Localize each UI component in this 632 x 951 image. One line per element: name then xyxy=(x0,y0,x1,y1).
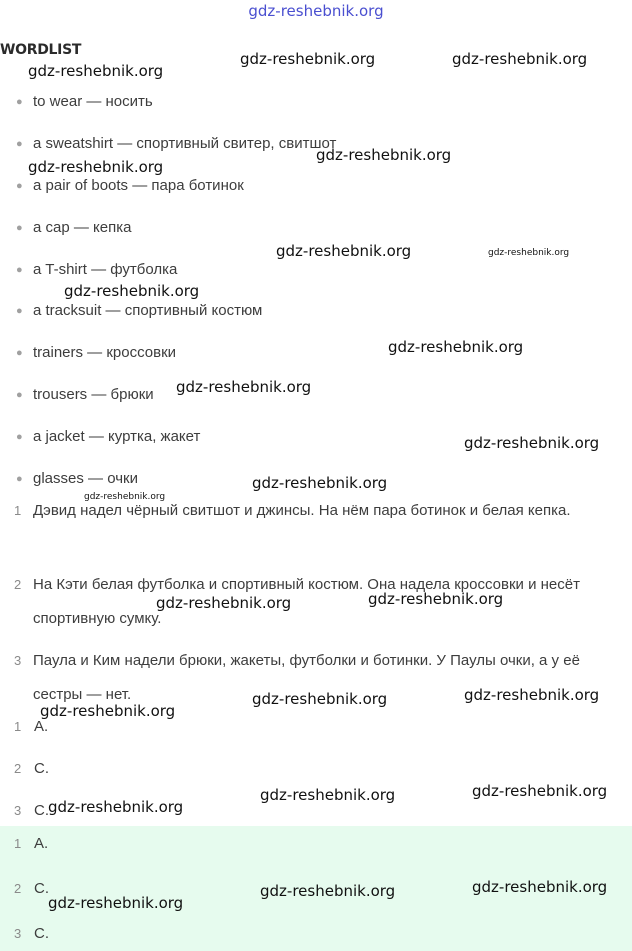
sentence-text: Дэвид надел чёрный свитшот и джинсы. На нём пара ботинок и белая кепка. xyxy=(33,502,571,519)
answer-item: 3 C. xyxy=(14,802,49,819)
watermark: gdz-reshebnik.org xyxy=(240,50,376,68)
wordlist-item: ● a sweatshirt — спортивный свитер, свитшот xyxy=(16,135,337,152)
sentence-number: 3 xyxy=(14,653,22,668)
highlighted-answer-item: 3 C. xyxy=(14,925,49,942)
bullet-icon: ● xyxy=(16,305,23,317)
wordlist-item: ● a pair of boots — пара ботинок xyxy=(16,177,244,194)
watermark: gdz-reshebnik.org xyxy=(176,378,312,396)
wordlist-item: ● a cap — кепка xyxy=(16,219,132,236)
sentence-number: 2 xyxy=(14,577,22,592)
sentence-text: Паула и Ким надели брюки, жакеты, футболки и ботинки. У Паулы очки, а у её сестры — нет. xyxy=(33,652,580,703)
wordlist-item: ● a jacket — куртка, жакет xyxy=(16,428,201,445)
bullet-icon: ● xyxy=(16,473,23,485)
wordlist-item: ● glasses — очки xyxy=(16,470,138,487)
answer-item: 2 C. xyxy=(14,760,49,777)
watermark: gdz-reshebnik.org xyxy=(48,894,184,912)
wordlist-item: ● to wear — носить xyxy=(16,93,153,110)
watermark: gdz-reshebnik.org xyxy=(464,686,600,704)
bullet-icon: ● xyxy=(16,431,23,443)
bullet-icon: ● xyxy=(16,180,23,192)
watermark: gdz-reshebnik.org xyxy=(260,786,396,804)
highlighted-answer-item: 1 A. xyxy=(14,835,49,852)
wordlist-item: ● a tracksuit — спортивный костюм xyxy=(16,302,263,319)
watermark: gdz-reshebnik.org xyxy=(48,798,184,816)
sentence-text: На Кэти белая футболка и спортивный костюм. Она надела кроссовки и несёт спортивную сумку. xyxy=(33,576,580,627)
watermark: gdz-reshebnik.org xyxy=(464,434,600,452)
watermark: gdz-reshebnik.org xyxy=(252,690,388,708)
watermark: gdz-reshebnik.org xyxy=(156,594,292,612)
watermark: gdz-reshebnik.org xyxy=(452,50,588,68)
watermark: gdz-reshebnik.org xyxy=(276,242,412,260)
watermark: gdz-reshebnik.org xyxy=(260,882,396,900)
watermark: gdz-reshebnik.org xyxy=(472,878,608,896)
wordlist-item: ● trousers — брюки xyxy=(16,386,154,403)
bullet-icon: ● xyxy=(16,138,23,150)
sentence-number: 1 xyxy=(14,503,22,518)
watermark: gdz-reshebnik.org xyxy=(28,158,164,176)
bullet-icon: ● xyxy=(16,347,23,359)
bullet-icon: ● xyxy=(16,96,23,108)
wordlist-item: ● a T-shirt — футболка xyxy=(16,261,178,278)
highlighted-answer-item: 2 C. xyxy=(14,880,49,897)
wordlist-title: WORDLIST xyxy=(0,42,82,58)
watermark: gdz-reshebnik.org xyxy=(84,492,166,502)
bullet-icon: ● xyxy=(16,264,23,276)
bullet-icon: ● xyxy=(16,389,23,401)
watermark: gdz-reshebnik.org xyxy=(316,146,452,164)
bullet-icon: ● xyxy=(16,222,23,234)
site-title-link[interactable]: gdz-reshebnik.org xyxy=(248,2,384,20)
watermark: gdz-reshebnik.org xyxy=(388,338,524,356)
watermark: gdz-reshebnik.org xyxy=(488,248,570,258)
watermark: gdz-reshebnik.org xyxy=(368,590,504,608)
answer-item: 1 A. xyxy=(14,718,49,735)
watermark: gdz-reshebnik.org xyxy=(472,782,608,800)
wordlist-item: ● trainers — кроссовки xyxy=(16,344,177,361)
watermark: gdz-reshebnik.org xyxy=(64,282,200,300)
watermark: gdz-reshebnik.org xyxy=(28,62,164,80)
watermark: gdz-reshebnik.org xyxy=(252,474,388,492)
watermark: gdz-reshebnik.org xyxy=(40,702,176,720)
